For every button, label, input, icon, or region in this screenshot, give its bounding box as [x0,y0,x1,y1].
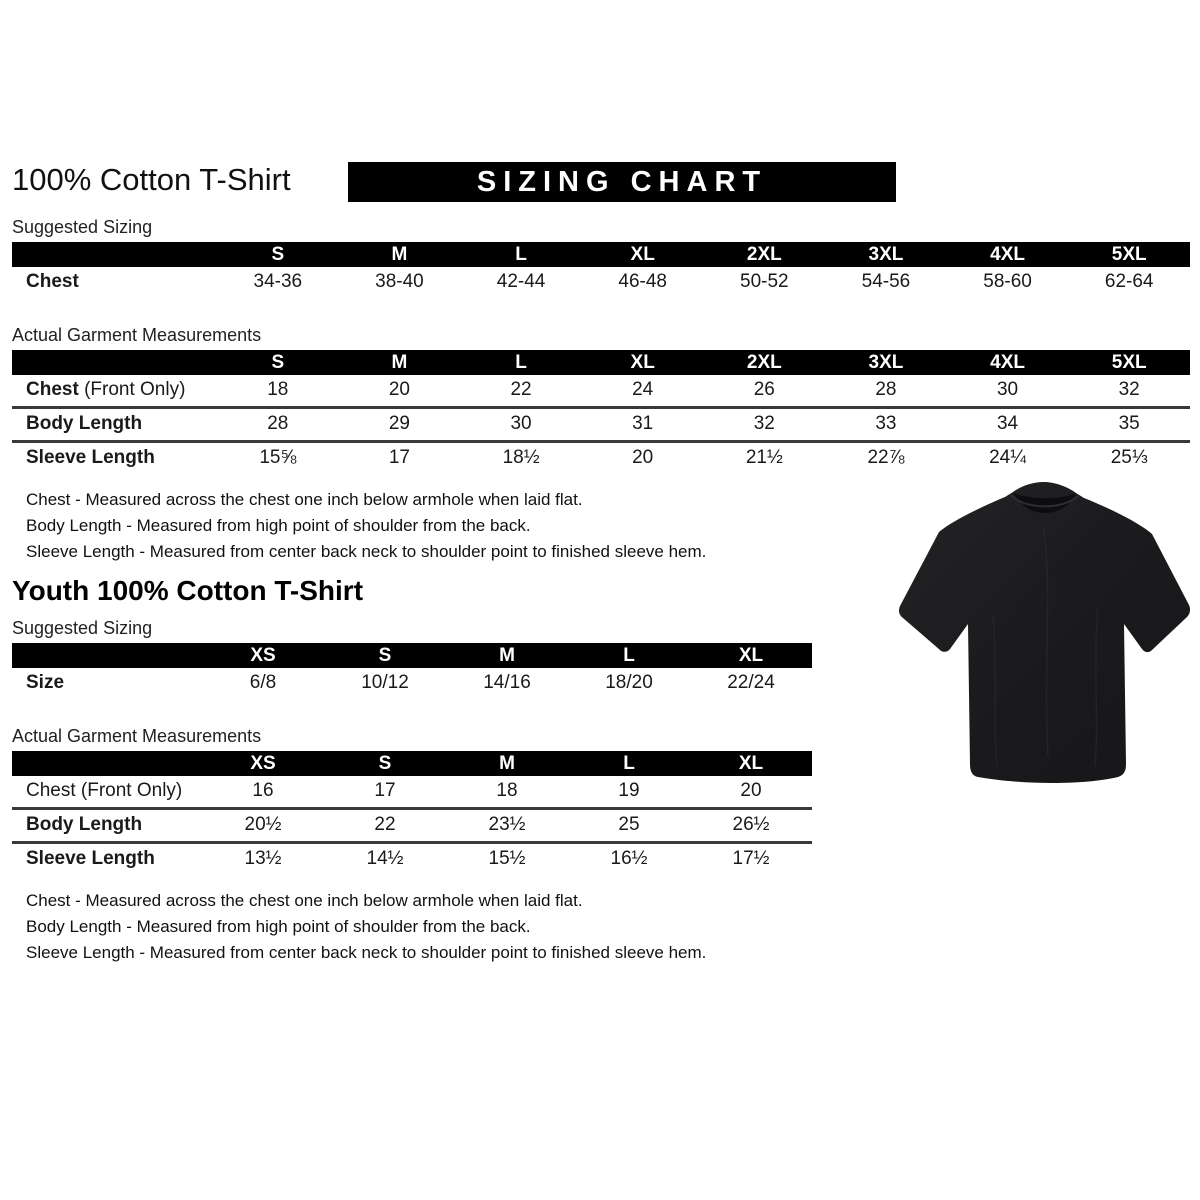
tshirt-photo [893,466,1195,816]
youth-section-title: Youth 100% Cotton T-Shirt [12,575,364,606]
table-header-corner [12,350,217,375]
measurement-note-line: Chest - Measured across the chest one inch below armhole when laid flat. [26,891,583,910]
cell-value: 35 [1118,413,1140,434]
table-adult-actual-measurements [12,350,1190,474]
column-header-s: S [271,244,285,265]
cell-value: 32 [753,413,775,434]
cell-value: 34-36 [253,271,303,292]
column-header-l: L [515,352,527,373]
cell-value: 17½ [732,848,770,869]
cell-value: 14/16 [483,672,531,693]
cell-value: 20 [388,379,410,400]
table-youth-suggested-sizing [12,643,812,699]
column-header-2xl: 2XL [746,352,782,373]
sizing-chart-banner: SIZING CHART [348,162,896,202]
cell-value: 26 [753,379,775,400]
cell-value: 21½ [745,447,783,468]
cell-value: 16½ [610,848,648,869]
row-label [12,668,202,699]
column-header-4xl: 4XL [990,352,1025,373]
measurement-note-line: Body Length - Measured from high point of shoulder from the back. [26,917,531,936]
table-row [12,841,812,875]
cell-value: 58-60 [983,271,1032,292]
column-header-m: M [391,244,408,265]
column-header-xl: XL [630,244,655,265]
cell-value: 46-48 [618,271,667,292]
cell-value: 18 [267,379,289,400]
cell-value: 24¼ [989,447,1027,468]
column-header-m: M [499,753,515,774]
cell-value: 6/8 [249,672,277,693]
measurement-note-line: Chest - Measured across the chest one inch below armhole when laid flat. [26,490,583,509]
measurement-note-line: Sleeve Length - Measured from center back neck to shoulder point to finished sleeve hem. [26,943,707,962]
row-label [12,844,202,875]
table-row [12,406,1190,440]
column-header-2xl: 2XL [746,244,782,265]
row-label [12,267,217,298]
cell-value: 62-64 [1104,271,1154,292]
cell-value: 31 [632,413,654,434]
column-header-5xl: 5XL [1111,244,1147,265]
row-label [12,810,202,841]
cell-value: 25⅓ [1110,447,1148,468]
cell-value: 54-56 [861,271,911,292]
cell-value: 20½ [244,814,282,835]
cell-value: 19 [618,780,640,801]
table-header-corner [12,751,202,776]
cell-value: 30 [510,413,532,434]
table-header-row [12,643,812,668]
cell-value: 26½ [732,814,770,835]
cell-value: 10/12 [361,672,409,693]
cell-value: 17 [374,780,396,801]
column-header-l: L [623,645,635,666]
row-label: Chest (Front Only) [26,379,186,400]
table-row [12,807,812,841]
table-header-row [12,350,1190,375]
cell-value: 15½ [488,848,526,869]
measurement-note-line: Sleeve Length - Measured from center back neck to shoulder point to finished sleeve hem. [26,542,707,561]
row-label-bold: Size [26,672,65,693]
cell-value: 23½ [488,814,526,835]
table-row [12,668,812,699]
column-header-3xl: 3XL [868,352,904,373]
column-header-3xl: 3XL [868,244,904,265]
column-header-xl: XL [738,753,764,774]
section-label-youth-actual: Actual Garment Measurements [12,726,262,746]
column-header-xl: XL [630,352,655,373]
cell-value: 22/24 [727,672,775,693]
cell-value: 25 [618,814,640,835]
column-header-m: M [391,352,408,373]
cell-value: 15⅝ [259,447,297,468]
cell-value: 13½ [244,848,282,869]
cell-value: 34 [996,413,1019,434]
cell-value: 22 [510,379,532,400]
column-header-s: S [271,352,285,373]
cell-value: 24 [632,379,654,400]
cell-value: 17 [388,447,410,468]
black-tshirt-illustration [893,466,1195,816]
table-header-row [12,242,1190,267]
cell-value: 14½ [366,848,404,869]
cell-value: 33 [875,413,897,434]
column-header-l: L [515,244,527,265]
column-header-xs: XS [250,645,276,666]
section-label-adult-actual: Actual Garment Measurements [12,325,262,345]
table-header-corner [12,643,202,668]
row-label-bold: Sleeve Length [26,848,155,869]
row-label [12,443,217,474]
table-row [12,776,812,807]
row-label [12,409,217,440]
cell-value: 38-40 [375,271,424,292]
cell-value: 20 [740,780,762,801]
youth-measurement-notes [12,888,1190,966]
column-header-4xl: 4XL [990,244,1025,265]
cell-value: 28 [875,379,897,400]
row-label-bold: Chest [26,271,79,292]
row-label-bold: Chest [26,379,79,400]
cell-value: 22⅞ [867,447,905,468]
row-label-bold: Sleeve Length [26,447,155,468]
cell-value: 50-52 [740,271,789,292]
table-row [12,375,1190,406]
cell-value: 42-44 [496,271,546,292]
row-label-bold: Body Length [26,413,143,434]
row-label: Chest (Front Only) [26,780,183,801]
cell-value: 30 [996,379,1019,400]
column-header-s: S [378,753,392,774]
column-header-l: L [623,753,635,774]
cell-value: 22 [374,814,396,835]
page-header [12,162,1190,208]
column-header-s: S [378,645,392,666]
section-label-youth-suggested: Suggested Sizing [12,618,153,638]
cell-value: 18½ [502,447,540,468]
table-header-row [12,751,812,776]
table-youth-actual-measurements [12,751,812,875]
page-title: 100% Cotton T-Shirt [12,162,291,197]
cell-value: 18 [496,780,518,801]
cell-value: 29 [388,413,410,434]
column-header-5xl: 5XL [1111,352,1147,373]
table-adult-suggested-sizing [12,242,1190,298]
cell-value: 28 [267,413,289,434]
column-header-xl: XL [738,645,764,666]
row-label-bold: Body Length [26,814,143,835]
column-header-xs: XS [250,753,276,774]
table-row [12,267,1190,298]
measurement-note-line: Body Length - Measured from high point of shoulder from the back. [26,516,531,535]
table-header-corner [12,242,217,267]
cell-value: 18/20 [605,672,653,693]
cell-value: 20 [632,447,654,468]
cell-value: 16 [252,780,274,801]
cell-value: 32 [1118,379,1140,400]
column-header-m: M [499,645,515,666]
section-label-adult-suggested: Suggested Sizing [12,217,153,237]
